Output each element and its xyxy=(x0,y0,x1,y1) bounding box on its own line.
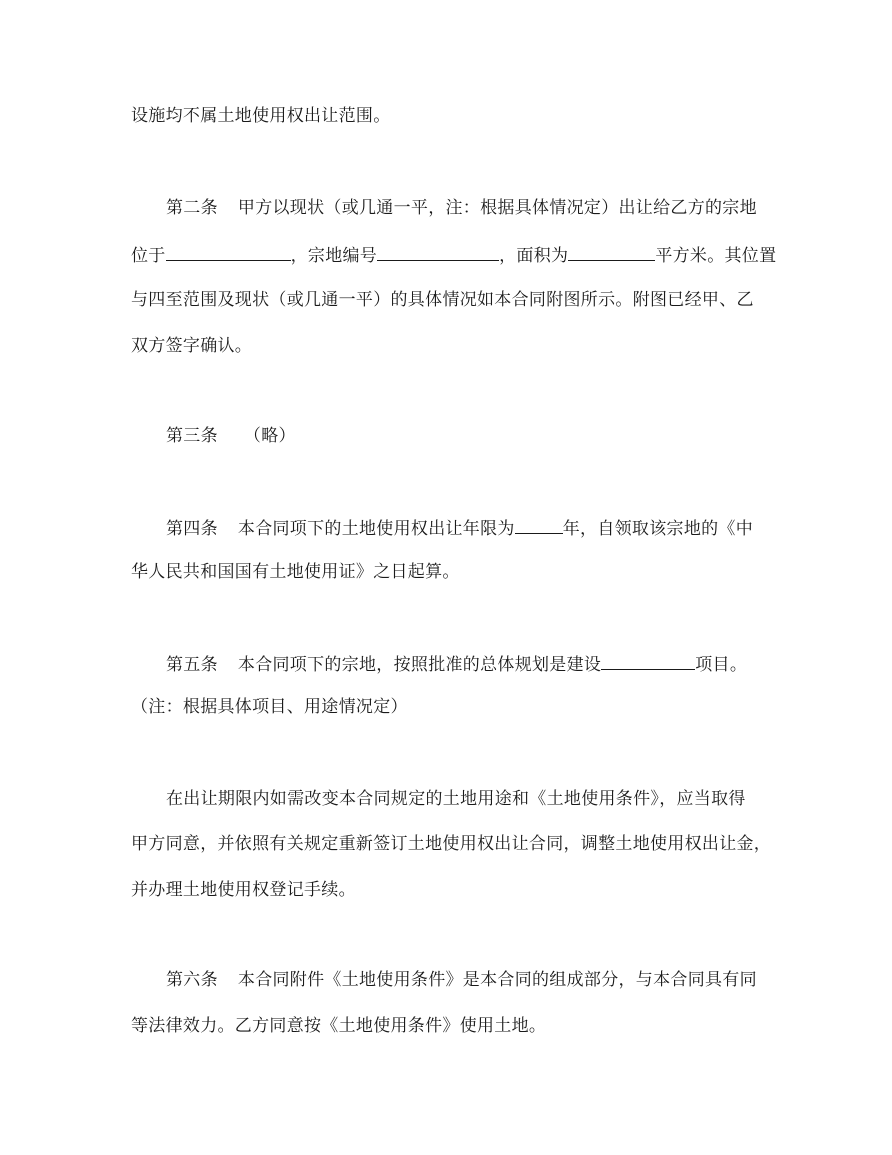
article6-text-line1: 本合同附件《土地使用条件》是本合同的组成部分，与本合同具有同 xyxy=(237,970,757,990)
article4-text-b: 年，自领取该宗地的《中 xyxy=(562,519,754,539)
article2-text-b: ，宗地编号 xyxy=(290,246,378,266)
article6-line2 xyxy=(131,1016,546,1036)
article4-text-a: 本合同项下的土地使用权出让年限为 xyxy=(237,519,515,539)
article3-line xyxy=(166,426,296,446)
article3-text: （略） xyxy=(243,426,296,446)
article2-text-line3: 与四至范围及现状（或几通一平）的具体情况如本合同附图所示。附图已经甲、乙 xyxy=(131,290,754,310)
article4-heading: 第四条 xyxy=(166,519,218,539)
article5-line2 xyxy=(131,697,408,717)
location-blank xyxy=(166,243,291,261)
article4-line1 xyxy=(166,516,753,539)
article2-text-line4: 双方签字确认。 xyxy=(131,336,253,356)
article5-text-a: 本合同项下的宗地，按照批准的总体规划是建设 xyxy=(237,655,602,675)
article2-line4 xyxy=(131,336,252,356)
article4-text-line2: 华人民共和国国有土地使用证》之日起算。 xyxy=(131,562,460,582)
article2-text-c: ，面积为 xyxy=(499,246,569,266)
continuation-text: 设施均不属土地使用权出让范围。 xyxy=(131,106,391,126)
article5-heading: 第五条 xyxy=(166,655,218,675)
article2-line3 xyxy=(131,290,754,310)
area-blank xyxy=(568,243,655,261)
article5-note: （注：根据具体项目、用途情况定） xyxy=(131,697,408,717)
article6-text-line2: 等法律效力。乙方同意按《土地使用条件》使用土地。 xyxy=(131,1016,547,1036)
project-blank xyxy=(601,652,695,670)
article6-line1 xyxy=(166,970,757,990)
change-text-line3: 并办理土地使用权登记手续。 xyxy=(131,880,356,900)
article5-text-b: 项目。 xyxy=(695,655,748,675)
term-years-blank xyxy=(515,516,563,534)
article2-line2 xyxy=(131,243,776,266)
article2-text-d: 平方米。其位置 xyxy=(655,246,777,266)
article5-line1 xyxy=(166,652,747,675)
change-paragraph-line3 xyxy=(131,880,356,900)
change-text-line1: 在出让期限内如需改变本合同规定的土地用途和《土地使用条件》，应当取得 xyxy=(166,789,746,809)
change-text-line2: 甲方同意，并依照有关规定重新签订土地使用权出让合同，调整土地使用权出让金， xyxy=(131,834,772,854)
article6-heading: 第六条 xyxy=(166,970,218,990)
article3-heading: 第三条 xyxy=(166,426,218,446)
article2-text-a: 位于 xyxy=(131,246,166,266)
article2-line1 xyxy=(166,198,757,218)
continuation-line xyxy=(131,106,391,126)
article4-line2 xyxy=(131,562,460,582)
change-paragraph-line2 xyxy=(131,834,771,854)
parcel-number-blank xyxy=(377,243,499,261)
article2-text-line1: 甲方以现状（或几通一平，注：根据具体情况定）出让给乙方的宗地 xyxy=(237,198,757,218)
article2-heading: 第二条 xyxy=(166,198,218,218)
change-paragraph-line1 xyxy=(166,789,746,809)
